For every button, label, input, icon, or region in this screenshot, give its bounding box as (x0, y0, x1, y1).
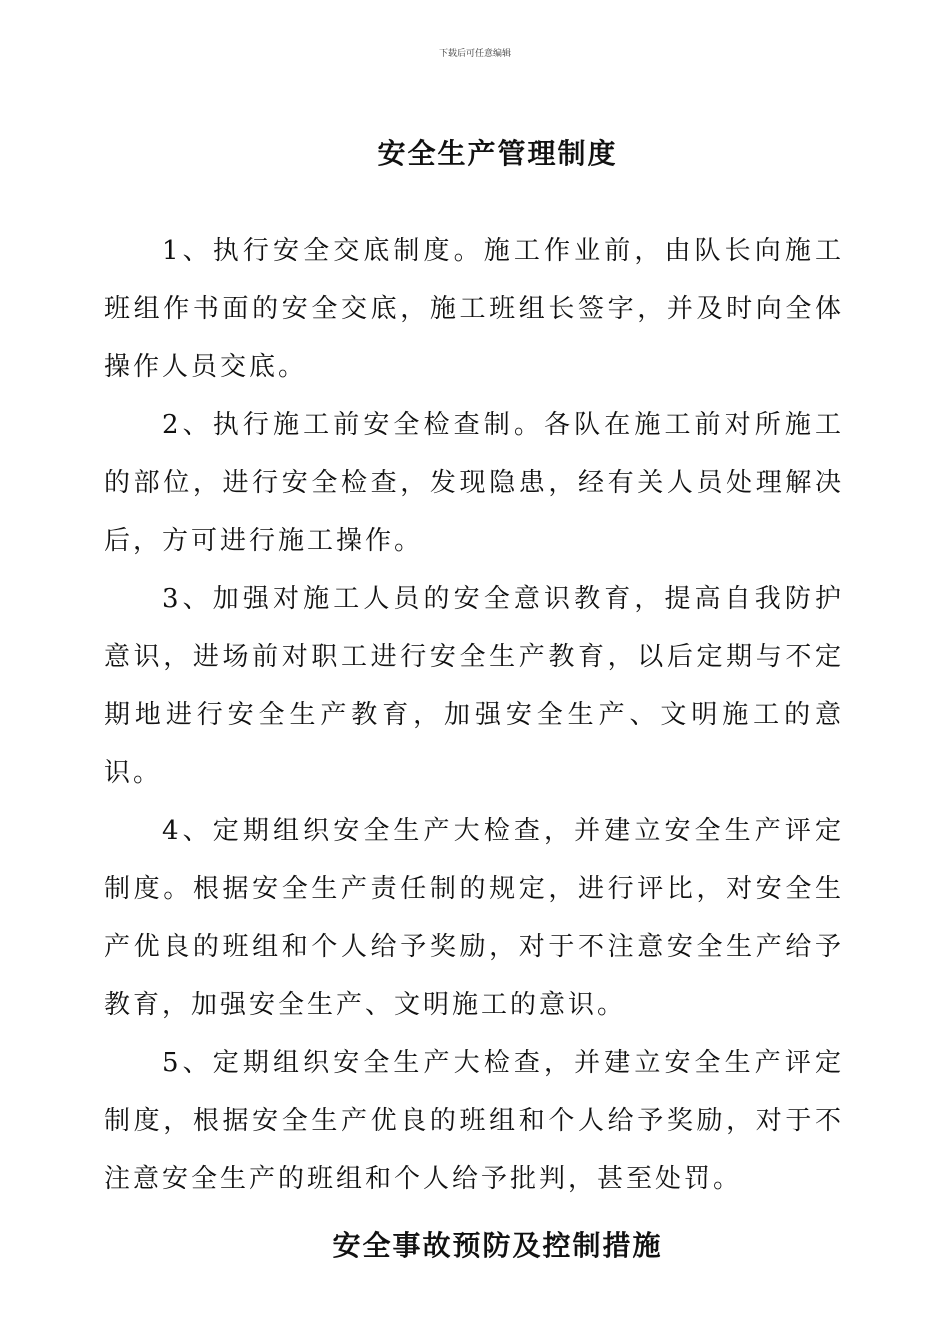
paragraph-2: 2、执行施工前安全检查制。各队在施工前对所施工的部位，进行安全检查，发现隐患，经有关人员处理解决后，方可进行施工操作。 (104, 410, 844, 556)
document-body (104, 222, 844, 1208)
page-title: 安全生产管理制度 (377, 137, 618, 170)
section-title: 安全事故预防及控制措施 (332, 1229, 663, 1262)
paragraph-3: 3、加强对施工人员的安全意识教育，提高自我防护意识，进场前对职工进行安全生产教育，以后定期与不定期地进行安全生产教育，加强安全生产、文明施工的意识。 (104, 584, 844, 788)
paragraph-4: 4、定期组织安全生产大检查，并建立安全生产评定制度。根据安全生产责任制的规定，进行评比，对安全生产优良的班组和个人给予奖励，对于不注意安全生产给予教育，加强安全生产、文明施工的意识。 (104, 816, 844, 1020)
paragraph-1: 1、执行安全交底制度。施工作业前，由队长向施工班组作书面的安全交底，施工班组长签字，并及时向全体操作人员交底。 (104, 236, 844, 382)
paragraph-5: 5、定期组织安全生产大检查，并建立安全生产评定制度，根据安全生产优良的班组和个人给予奖励，对于不注意安全生产的班组和个人给予批判，甚至处罚。 (104, 1048, 844, 1194)
header-note: 下载后可任意编辑 (438, 49, 511, 59)
